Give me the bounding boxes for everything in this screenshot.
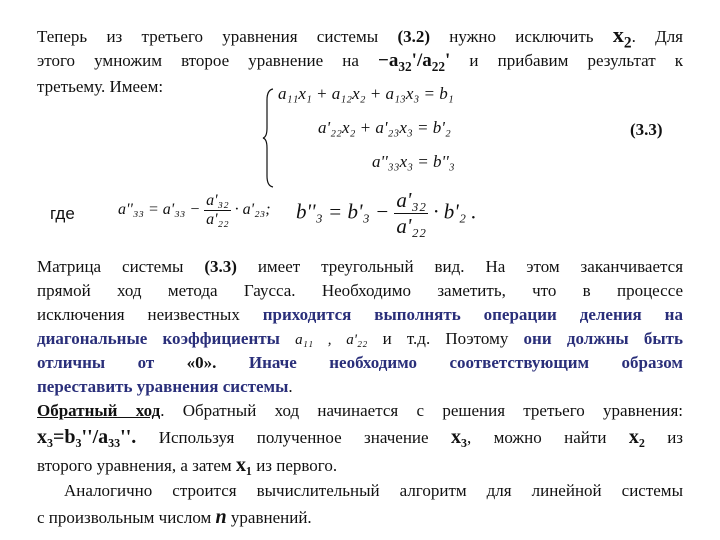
diag-coef-formula: a₁₁ , a'₂₂ [295,332,368,348]
back-substitution-heading: Обратный ход [37,401,161,420]
var-x1: x₁ [235,454,252,476]
highlight-text: диагональные коэффициенты [37,329,280,348]
var-x2: x₂ [628,426,645,448]
highlight-text: переставить уравнения системы [37,377,289,396]
formula-b3: b''₃ = b'₃ − $\frac{\text{a'₃₂}}{\text{a'₂₂}}$ · b'₂ . [296,188,477,238]
ref-3-3: (3.3) [204,257,237,276]
para3-line5: с произвольным числом n уравнений. [37,506,312,528]
var-x3: x₃ [450,426,467,448]
para2-line6: переставить уравнения системы. [37,377,293,396]
text: нужно исключить [449,27,594,46]
factor-formula: $-a_{32}'/a_{22}'$ [378,50,451,74]
highlight-text: они должны быть [523,329,683,348]
left-brace-icon [262,88,274,188]
para3-line3: второго уравнения, а затем x₁ из первого. [37,454,338,476]
para3-line1: Обратный ход. Обратный ход начинается с решения третьего уравнения: [37,401,683,420]
highlight-text: приходится выполнять операции деления на [262,305,683,324]
para2-line4: диагональные коэффициенты a₁₁ , a'₂₂ и т.д. Поэтому они должны быть [37,329,683,348]
para2-line5: отличны от «0». Иначе необходимо соответствующим образом [37,353,683,372]
where-label: где [50,204,75,223]
system-eq3: a''₃₃x₃ = b''₃ [372,152,455,171]
formula-a33: a''₃₃ = a'₃₃ − $\frac{\text{a'₃₂}}{\text{a'₂₂}}$ · a'₂₃; [118,192,271,228]
para2-line1: Матрица системы (3.3) имеет треугольный вид. На этом заканчивается [37,257,684,276]
system-eq2: a'₂₂x₂ + a'₂₃x₃ = b'₂ [318,118,451,137]
highlight-text: отличны от [37,353,155,372]
equation-number: (3.3) [630,120,663,139]
para1-line2 [37,50,683,78]
highlight-text: Иначе необходимо соответствующим образом [248,353,683,372]
para2-line2: прямой ход метода Гаусса. Необходимо заметить, что в процессе [37,281,683,300]
text: этого умножим второе уравнение на [37,51,359,70]
para3-line4: Аналогично строится вычислительный алгоритм для линейной системы [64,481,683,500]
text: . Для [631,27,683,46]
text: третьему. Имеем: [37,77,164,96]
para2-line3: исключения неизвестных приходится выполнять операции деления на [37,305,683,324]
text: Теперь из третьего уравнения системы [37,27,379,46]
var-n: n [215,506,227,528]
var-x2: $x_2$ [612,22,632,52]
system-eq1: a₁₁x₁ + a₁₂x₂ + a₁₃x₃ = b₁ [278,84,454,103]
text: и прибавим результат к [469,51,683,70]
x3-formula: x₃=b₃''/a₃₃''. [37,426,137,448]
para3-line2: x₃=b₃''/a₃₃''. Используя полученное значение x₃, можно найти x₂ из [37,426,684,448]
ref-3-2: (3.2) [397,27,431,46]
